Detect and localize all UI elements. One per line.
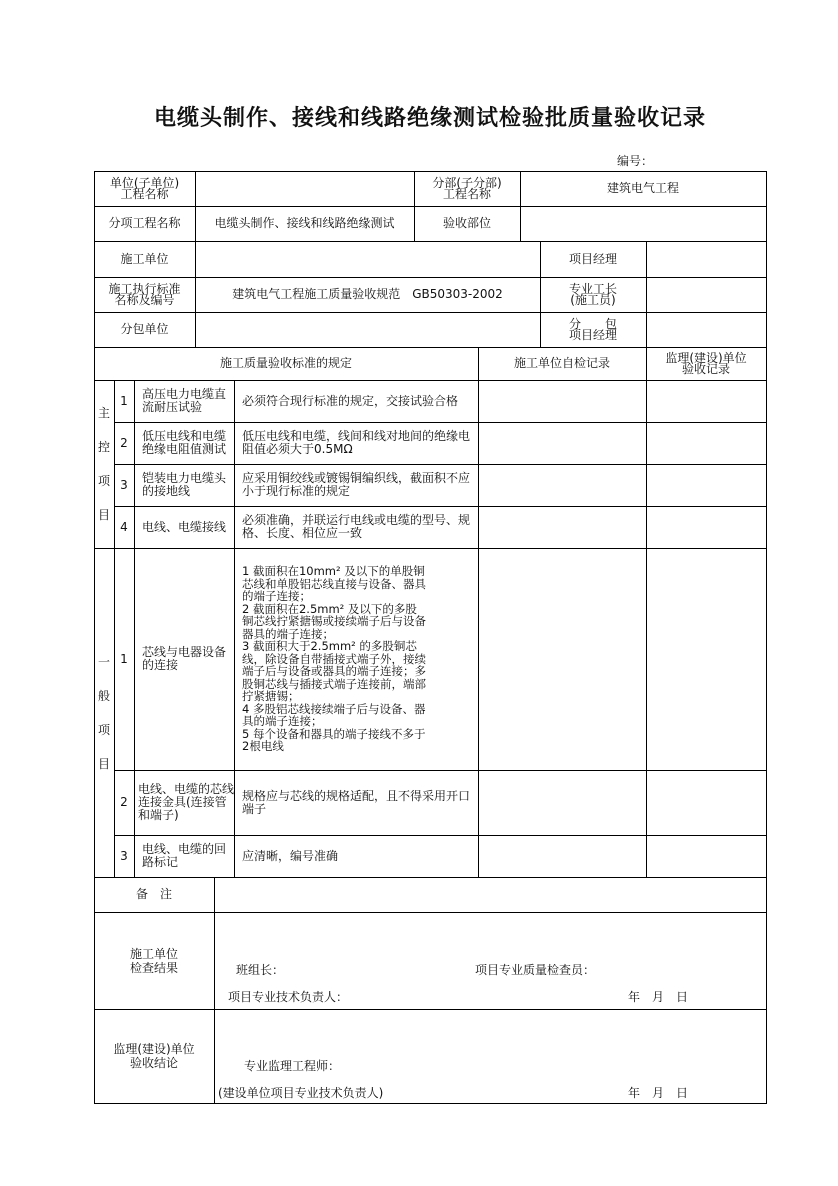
- main-item-number: 1: [120, 393, 128, 408]
- supervision-result-label: 监理(建设)单位 验收结论: [113, 1042, 195, 1070]
- general-item-self-check[interactable]: [478, 548, 646, 770]
- general-item-supervision[interactable]: [646, 548, 766, 770]
- main-item-name: 电线、电缆接线: [142, 519, 227, 534]
- general-item-number: 1: [120, 651, 128, 666]
- general-item-rule: 规格应与芯线的规格适配，且不得采用开口端子: [242, 788, 471, 816]
- general-item-number: 2: [120, 795, 128, 809]
- main-item-name: 低压电线和电缆绝缘电阻值测试: [142, 429, 227, 456]
- division-name-value[interactable]: 建筑电气工程: [606, 181, 679, 195]
- general-item-name: 芯线与电器设备的连接: [142, 645, 227, 672]
- doc-number-label: 编号：: [617, 154, 654, 168]
- main-item-rule: 低压电线和电缆，线间和线对地间的绝缘电阻值必须大于0.5MΩ: [242, 429, 471, 456]
- general-item-supervision[interactable]: [646, 835, 766, 877]
- inspection-record-table: [94, 171, 767, 1104]
- subcontractor-label: 分包单位: [120, 322, 169, 336]
- main-item-rule: 必须符合现行标准的规定，交接试验合格: [242, 393, 459, 408]
- contractor-result-area[interactable]: [214, 912, 766, 1009]
- main-item-self-check[interactable]: [478, 422, 646, 464]
- foreman-value[interactable]: [646, 277, 766, 312]
- project-manager-value[interactable]: [646, 241, 766, 277]
- page-title: 电缆头制作、接线和线路绝缘测试检验批质量验收记录: [153, 106, 706, 131]
- main-item-supervision[interactable]: [646, 422, 766, 464]
- self-check-column-header: 施工单位自检记录: [513, 356, 610, 370]
- standard-value[interactable]: 建筑电气工程施工质量验收规范 GB50303-2002: [232, 287, 503, 301]
- division-name-label: 分部(子分部) 工程名称: [432, 175, 502, 201]
- general-item-self-check[interactable]: [478, 835, 646, 877]
- subitem-name-label: 分项工程名称: [108, 216, 181, 230]
- general-item-name: 电线、电缆的芯线连接金具(连接管和端子): [138, 782, 235, 822]
- general-item-self-check[interactable]: [478, 770, 646, 835]
- general-item-supervision[interactable]: [646, 770, 766, 835]
- general-items-group-label: 一 般 项 目: [97, 654, 110, 771]
- sub-project-manager-value[interactable]: [646, 312, 766, 347]
- supervision-date-label: 年 月 日: [628, 1086, 689, 1100]
- contractor-date-label: 年 月 日: [628, 990, 689, 1004]
- main-item-number: 4: [120, 519, 128, 534]
- contractor-label: 施工单位: [120, 251, 169, 266]
- main-item-number: 2: [120, 435, 128, 450]
- remarks-label: 备 注: [135, 887, 172, 901]
- tech-lead-label: 项目专业技术负责人：: [228, 990, 349, 1004]
- main-item-rule: 应采用铜绞线或镀锡铜编织线，截面积不应小于现行标准的规定: [242, 471, 471, 498]
- main-item-supervision[interactable]: [646, 506, 766, 548]
- main-item-self-check[interactable]: [478, 380, 646, 422]
- quality-inspector-label: 项目专业质量检查员：: [475, 963, 596, 977]
- standard-label: 施工执行标准 名称及编号: [108, 281, 181, 307]
- general-item-rule: 应清晰，编号准确: [242, 848, 339, 863]
- contractor-result-label: 施工单位 检查结果: [129, 946, 178, 975]
- team-leader-label: 班组长：: [236, 963, 285, 977]
- sub-project-manager-label: 分 包 项目经理: [568, 316, 617, 342]
- supervision-result-area[interactable]: [214, 1009, 766, 1103]
- inspection-part-label: 验收部位: [442, 216, 491, 230]
- main-item-supervision[interactable]: [646, 464, 766, 506]
- general-item-rule: 1 截面积在10mm² 及以下的单股铜 芯线和单股铝芯线直接与设备、器具 的端子连接； 2 截面积在2.5mm² 及以下的多股 铜芯线拧紧搪锡或接续端子后与设备 器具的端子连接； 3 截面积大于2.5mm² 的多股铜芯 线，除设备自带插接式端子外，接续 端子后与设备或器具的端子连接；多 股铜芯线与插接式端子连接前，端部 拧紧搪锡； 4 多股铝芯线接续端子后与设备、器 具的端子连接； 5 每个设备和器具的端子接线不多于 2根电线: [242, 564, 426, 754]
- main-item-supervision[interactable]: [646, 380, 766, 422]
- spec-column-header: 施工质量验收标准的规定: [219, 356, 352, 370]
- remarks-value[interactable]: [214, 877, 766, 912]
- main-item-number: 3: [120, 477, 128, 492]
- unit-name-value[interactable]: [195, 171, 414, 206]
- project-manager-label: 项目经理: [568, 251, 617, 266]
- main-item-rule: 必须准确，并联运行电线或电缆的型号、规格、长度、相位应一致: [242, 513, 471, 540]
- contractor-value[interactable]: [195, 241, 540, 277]
- main-items-group-label: 主 控 项 目: [97, 406, 110, 522]
- owner-tech-lead-label: (建设单位项目专业技术负责人): [218, 1086, 384, 1100]
- main-item-name: 高压电力电缆直流耐压试验: [142, 387, 227, 414]
- main-item-name: 铠装电力电缆头的接地线: [142, 471, 227, 498]
- inspection-part-value[interactable]: [520, 206, 766, 241]
- supervision-column-header: 监理(建设)单位 验收记录: [665, 350, 747, 376]
- supervising-engineer-label: 专业监理工程师：: [244, 1059, 341, 1073]
- subcontractor-value[interactable]: [195, 312, 540, 347]
- foreman-label: 专业工长 (施工员): [568, 281, 617, 307]
- general-item-name: 电线、电缆的回路标记: [142, 842, 227, 869]
- general-item-number: 3: [120, 848, 128, 863]
- main-item-self-check[interactable]: [478, 506, 646, 548]
- unit-name-label: 单位(子单位) 工程名称: [109, 175, 180, 201]
- main-item-self-check[interactable]: [478, 464, 646, 506]
- subitem-name-value[interactable]: 电缆头制作、接线和线路绝缘测试: [214, 216, 395, 230]
